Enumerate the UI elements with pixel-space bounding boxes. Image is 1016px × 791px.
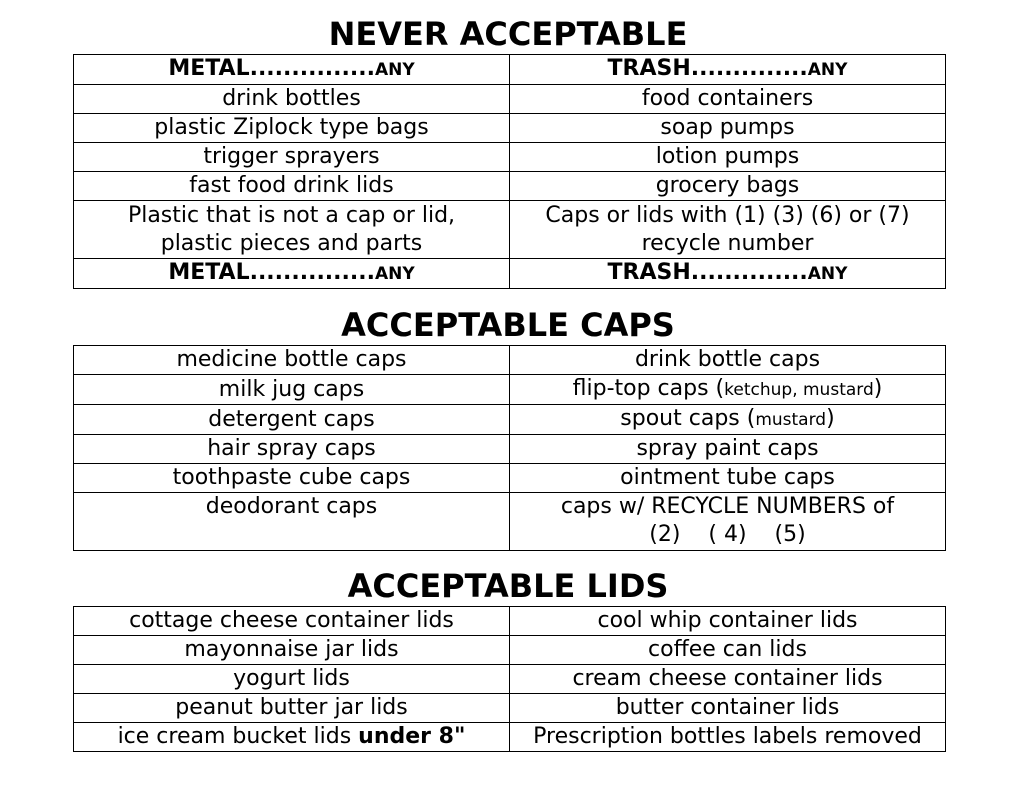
table-cell: toothpaste cube caps (74, 464, 510, 493)
table-row (74, 405, 946, 435)
table-cell: drink bottle caps (510, 346, 946, 375)
table-cell: spray paint caps (510, 435, 946, 464)
cell-line: Plastic that is not a cap or lid, (127, 202, 456, 228)
table-cell: coffee can lids (510, 636, 946, 665)
table-row (74, 375, 946, 405)
table-row (74, 346, 946, 375)
table-cell: drink bottles (74, 85, 510, 114)
table-cell: peanut butter jar lids (74, 694, 510, 723)
acceptable-lids-table (73, 606, 946, 752)
metal-header-cell (74, 55, 510, 85)
table-cell (74, 201, 510, 259)
table-row (74, 493, 946, 551)
table-cell: soap pumps (510, 114, 946, 143)
any-label: ANY (807, 60, 848, 80)
table-cell: hair spray caps (74, 435, 510, 464)
table-row (74, 435, 946, 464)
section-title-acceptable-lids: ACCEPTABLE LIDS (347, 567, 669, 605)
table-cell: yogurt lids (74, 665, 510, 694)
metal-label: METAL............... (168, 56, 375, 81)
table-cell (510, 201, 946, 259)
any-label: ANY (374, 264, 415, 284)
cell-text: ice cream bucket lids (117, 724, 359, 749)
cell-line: caps w/ RECYCLE NUMBERS of (560, 494, 895, 519)
cell-text: spout caps ( (620, 406, 756, 431)
table-cell (510, 493, 946, 551)
table-cell: plastic Ziplock type bags (74, 114, 510, 143)
section-title-never-acceptable: NEVER ACCEPTABLE (328, 15, 688, 53)
table-cell: trigger sprayers (74, 143, 510, 172)
table-row (74, 143, 946, 172)
table-cell: deodorant caps (74, 493, 510, 551)
never-acceptable-table (73, 54, 946, 289)
table-row (74, 694, 946, 723)
cell-text: flip-top caps ( (572, 376, 725, 401)
table-row (74, 85, 946, 114)
acceptable-caps-table (73, 345, 946, 551)
cell-note: ketchup, mustard (724, 380, 874, 400)
table-cell: fast food drink lids (74, 172, 510, 201)
cell-note: mustard (755, 410, 827, 430)
table-cell: detergent caps (74, 405, 510, 435)
trash-footer-cell (510, 259, 946, 289)
table-row (74, 723, 946, 752)
table-cell: mayonnaise jar lids (74, 636, 510, 665)
cell-paren: ) (873, 376, 883, 401)
table-footer-row (74, 259, 946, 289)
table-cell: ointment tube caps (510, 464, 946, 493)
metal-label: METAL............... (168, 260, 375, 285)
cell-paren: ) (826, 406, 835, 431)
table-row (74, 665, 946, 694)
table-cell (510, 375, 946, 405)
table-cell (510, 405, 946, 435)
metal-footer-cell (74, 259, 510, 289)
table-row (74, 464, 946, 493)
cell-line: recycle number (641, 230, 814, 256)
trash-label: TRASH.............. (607, 260, 808, 285)
table-cell: food containers (510, 85, 946, 114)
table-cell: butter container lids (510, 694, 946, 723)
table-cell: lotion pumps (510, 143, 946, 172)
trash-header-cell (510, 55, 946, 85)
cell-line: (2) ( 4) (5) (649, 522, 806, 547)
table-row (74, 201, 946, 259)
table-cell (74, 723, 510, 752)
table-row (74, 114, 946, 143)
table-cell: cool whip container lids (510, 607, 946, 636)
table-cell: grocery bags (510, 172, 946, 201)
trash-label: TRASH.............. (607, 56, 808, 81)
any-label: ANY (807, 264, 848, 284)
table-row (74, 607, 946, 636)
table-row (74, 172, 946, 201)
table-cell: cottage cheese container lids (74, 607, 510, 636)
cell-line: plastic pieces and parts (160, 230, 423, 256)
any-label: ANY (374, 60, 415, 80)
table-cell: cream cheese container lids (510, 665, 946, 694)
table-cell: milk jug caps (74, 375, 510, 405)
cell-line: Caps or lids with (1) (3) (6) or (7) (545, 202, 910, 228)
section-title-acceptable-caps: ACCEPTABLE CAPS (341, 306, 675, 344)
table-row (74, 636, 946, 665)
table-cell: medicine bottle caps (74, 346, 510, 375)
table-header-row (74, 55, 946, 85)
table-cell: Prescription bottles labels removed (510, 723, 946, 752)
cell-emphasis: under 8" (358, 724, 466, 749)
